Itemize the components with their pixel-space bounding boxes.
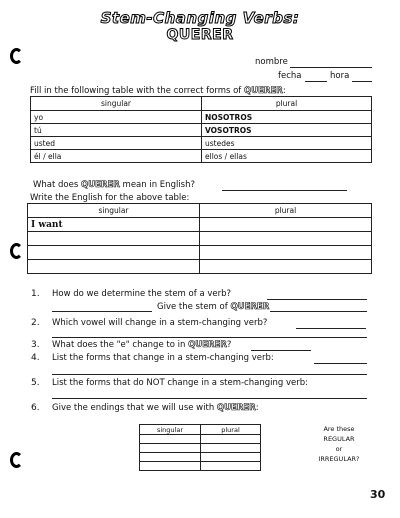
punch-hole-middle — [10, 243, 23, 259]
question-2-answer-line-2[interactable] — [52, 337, 367, 338]
nombre-label: nombre — [255, 57, 288, 67]
question-3-answer-line[interactable] — [251, 350, 311, 351]
question-3-number: 3. — [31, 340, 40, 350]
table1-cell-plural[interactable]: ustedes — [202, 137, 372, 150]
page-subtitle: QUERER — [166, 27, 234, 43]
question-3-label: What does the "e" change to in — [52, 340, 186, 350]
table-row — [140, 453, 261, 462]
question-6-label: Give the endings that we will use with — [52, 403, 215, 413]
question-1b-text — [157, 302, 269, 312]
meaning-answer-line[interactable] — [222, 190, 347, 191]
table2-cell-singular[interactable] — [28, 246, 200, 260]
table2-cell-plural[interactable] — [200, 232, 372, 246]
question-3-text — [52, 340, 231, 350]
table-row — [31, 124, 372, 137]
page-title: Stem-Changing Verbs: — [100, 9, 300, 27]
question-1b-answer-line[interactable] — [270, 311, 367, 312]
fecha-field[interactable] — [305, 81, 327, 82]
question-1-number: 1. — [31, 289, 40, 299]
meaning-question-text: What does — [33, 180, 79, 190]
table-row — [31, 150, 372, 163]
table2-cell-singular[interactable]: I want — [28, 218, 200, 232]
page-number: 30 — [370, 488, 386, 501]
hora-field[interactable] — [352, 81, 372, 82]
english-table — [27, 203, 372, 274]
conjugation-table — [30, 96, 372, 163]
table-row — [140, 462, 261, 471]
table-row — [31, 137, 372, 150]
table3-cell-plural[interactable] — [201, 444, 261, 453]
table-row — [31, 111, 372, 124]
question-1b-label: Give the stem of — [157, 302, 228, 312]
question-2-answer-line[interactable] — [296, 328, 366, 329]
table2-cell-plural[interactable] — [200, 246, 372, 260]
table2-cell-plural[interactable] — [200, 218, 372, 232]
question-5-answer-line[interactable] — [52, 398, 367, 399]
side-note-line-4: IRREGULAR? — [318, 455, 360, 463]
side-note-line-2: REGULAR — [323, 435, 355, 443]
table-row — [28, 246, 372, 260]
table1-cell-plural[interactable]: NOSOTROS — [202, 111, 372, 124]
question-1-answer-line[interactable] — [267, 299, 367, 300]
fecha-label: fecha — [278, 71, 302, 81]
table1-cell-singular[interactable]: yo — [31, 111, 202, 124]
table2-cell-singular[interactable] — [28, 260, 200, 274]
table3-cell-singular[interactable] — [140, 444, 201, 453]
table1-instruction-verb: QUERER — [244, 86, 283, 96]
regular-irregular-note — [304, 424, 374, 464]
table-row — [140, 444, 261, 453]
table2-header-singular: singular — [28, 204, 200, 218]
table2-instruction: Write the English for the above table: — [30, 193, 190, 203]
table3-header-plural: plural — [201, 425, 261, 435]
table3-cell-plural[interactable] — [201, 462, 261, 471]
table1-instruction-text: Fill in the following table with the correct forms of — [30, 86, 242, 96]
question-6-verb: QUERER — [216, 403, 256, 413]
table2-header-plural: plural — [200, 204, 372, 218]
question-1-answer-line-2[interactable] — [52, 311, 152, 312]
question-1b-verb: QUERER — [230, 302, 270, 312]
question-1-text: How do we determine the stem of a verb? — [52, 289, 232, 299]
question-5-text: List the forms that do NOT change in a stem-changing verb: — [52, 378, 308, 388]
question-6-text — [52, 403, 259, 413]
question-3-verb: QUERER — [188, 340, 227, 350]
question-2-text: Which vowel will change in a stem-changing verb? — [52, 318, 268, 328]
table3-cell-singular[interactable] — [140, 453, 201, 462]
table1-cell-singular[interactable]: usted — [31, 137, 202, 150]
side-note-line-3: or — [335, 445, 343, 453]
question-3-mark: ? — [226, 340, 232, 350]
question-4-number: 4. — [31, 353, 40, 363]
question-4-answer-line[interactable] — [314, 363, 367, 364]
table3-header-singular: singular — [140, 425, 201, 435]
question-4-answer-line-2[interactable] — [52, 374, 367, 375]
question-2-number: 2. — [31, 318, 40, 328]
question-4-text: List the forms that change in a stem-changing verb: — [52, 353, 274, 363]
punch-hole-top — [10, 48, 23, 64]
table1-cell-plural[interactable]: VOSOTROS — [202, 124, 372, 137]
table-row — [28, 232, 372, 246]
table1-instruction — [30, 86, 286, 96]
meaning-question-verb: QUERER — [81, 180, 120, 190]
meaning-question-tail: mean in English? — [122, 180, 196, 190]
table1-cell-singular[interactable]: él / ella — [31, 150, 202, 163]
table-row — [28, 218, 372, 232]
question-5-number: 5. — [31, 378, 40, 388]
table3-cell-plural[interactable] — [201, 435, 261, 444]
table3-cell-singular[interactable] — [140, 462, 201, 471]
table1-header-plural: plural — [202, 97, 372, 111]
question-6-colon: : — [255, 403, 259, 413]
table1-cell-plural[interactable]: ellos / ellas — [202, 150, 372, 163]
side-note-line-1: Are these — [323, 425, 355, 433]
nombre-field[interactable] — [290, 67, 372, 68]
table-row — [140, 435, 261, 444]
table1-header-singular: singular — [31, 97, 202, 111]
hora-label: hora — [330, 71, 350, 81]
table1-cell-singular[interactable]: tú — [31, 124, 202, 137]
question-6-number: 6. — [31, 403, 40, 413]
table3-cell-singular[interactable] — [140, 435, 201, 444]
punch-hole-bottom — [10, 452, 23, 468]
table3-cell-plural[interactable] — [201, 453, 261, 462]
meaning-question — [33, 180, 195, 190]
table2-cell-plural[interactable] — [200, 260, 372, 274]
table-row — [28, 260, 372, 274]
table2-cell-singular[interactable] — [28, 232, 200, 246]
table1-instruction-colon: : — [282, 86, 286, 96]
endings-table — [139, 424, 261, 471]
